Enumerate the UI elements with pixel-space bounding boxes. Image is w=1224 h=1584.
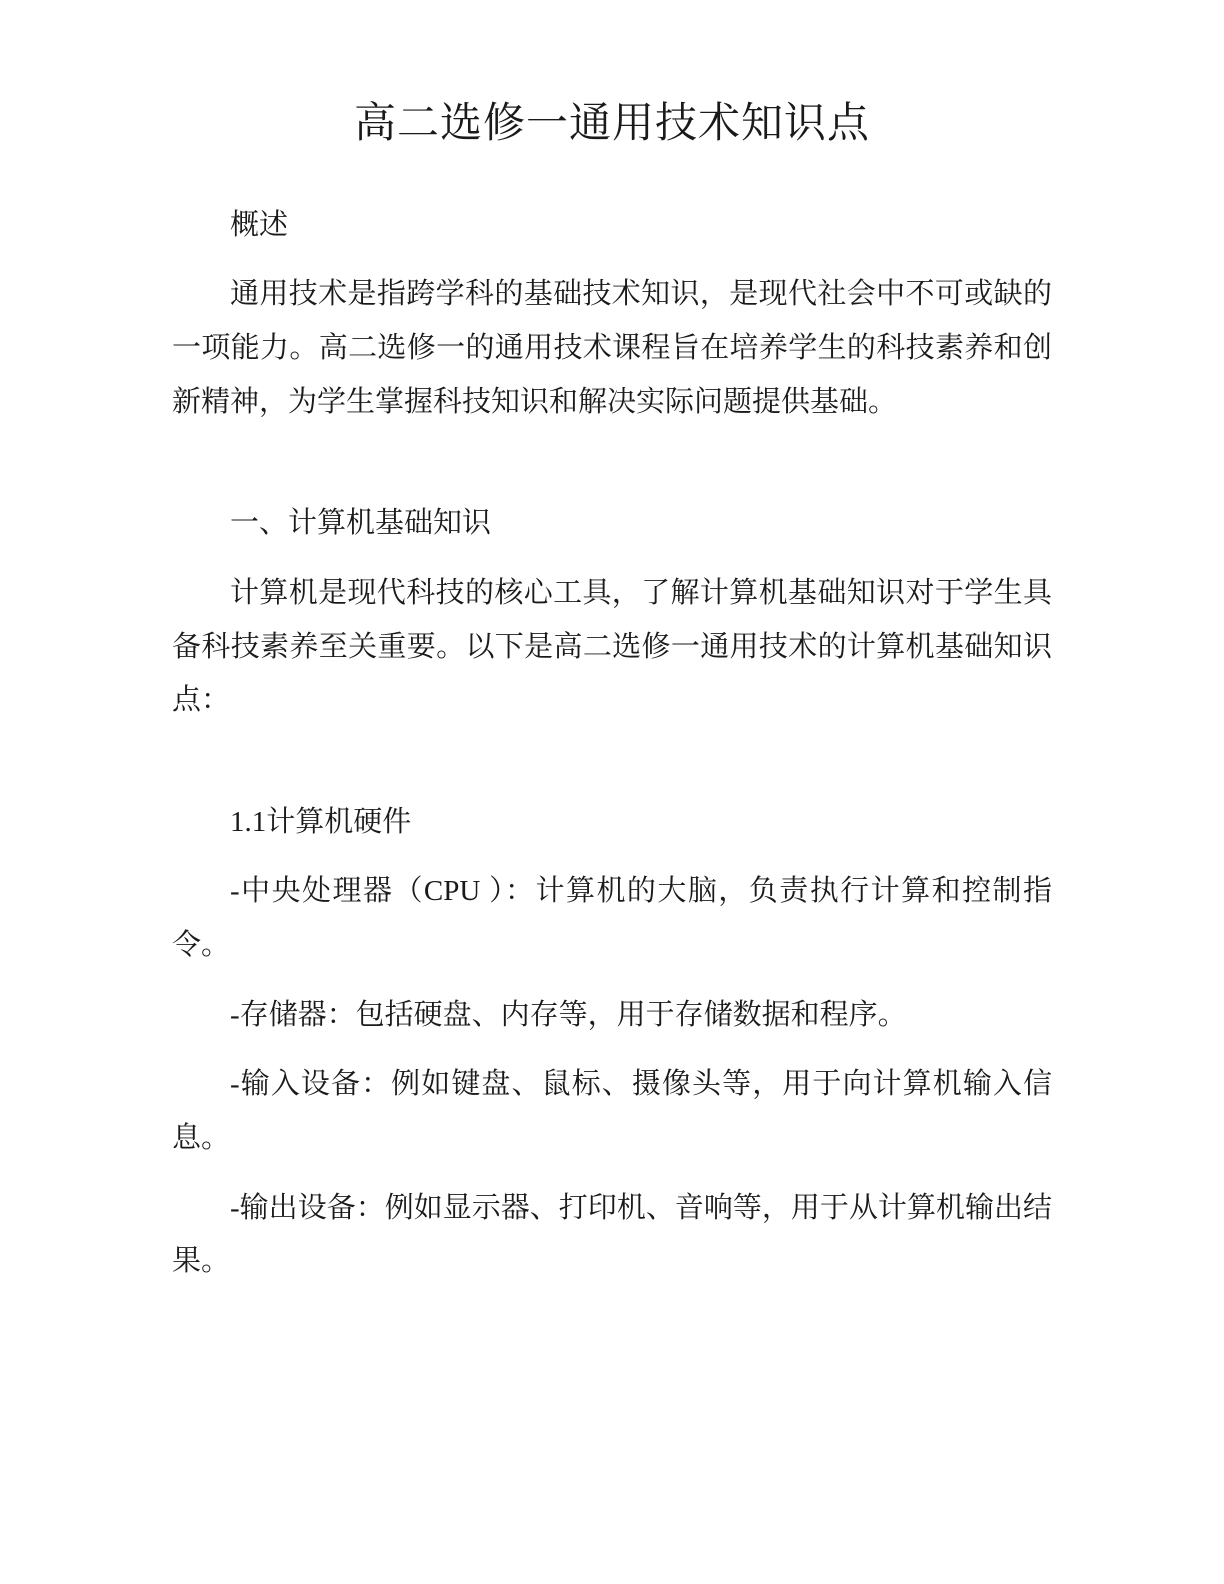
list-item-cpu: -中央处理器（CPU ）：计算机的大脑，负责执行计算和控制指令。 [172, 875, 1052, 962]
document-body [172, 96, 1052, 1305]
list-item-storage: -存储器：包括硬盘、内存等，用于存储数据和程序。 [230, 998, 907, 1031]
section-heading-hardware: 1.1计算机硬件 [230, 805, 412, 838]
list-item-output-devices: -输出设备：例如显示器、打印机、音响等，用于从计算机输出结果。 [172, 1191, 1052, 1278]
section-paragraph-computer-basics-1: 计算机是现代科技的核心工具，了解计算机基础知识对于学生具备科技素养至关重要。以下是高二选修一通用技术的计算机基础知识点： [172, 576, 1052, 717]
section-paragraph-overview-1: 通用技术是指跨学科的基础技术知识，是现代社会中不可或缺的一项能力。高二选修一的通用技术课程旨在培养学生的科技素养和创新精神，为学生掌握科技知识和解决实际问题提供基础。 [172, 278, 1052, 418]
section-heading-computer-basics: 一、计算机基础知识 [230, 507, 492, 540]
section-spacer-1 [172, 445, 1052, 497]
list-item-input-devices: -输入设备：例如键盘、鼠标、摄像头等，用于向计算机输入信息。 [172, 1068, 1052, 1155]
page-title: 高二选修一通用技术知识点 [353, 101, 870, 147]
section-heading-overview: 概述 [230, 208, 289, 241]
section-spacer-2 [172, 744, 1052, 796]
